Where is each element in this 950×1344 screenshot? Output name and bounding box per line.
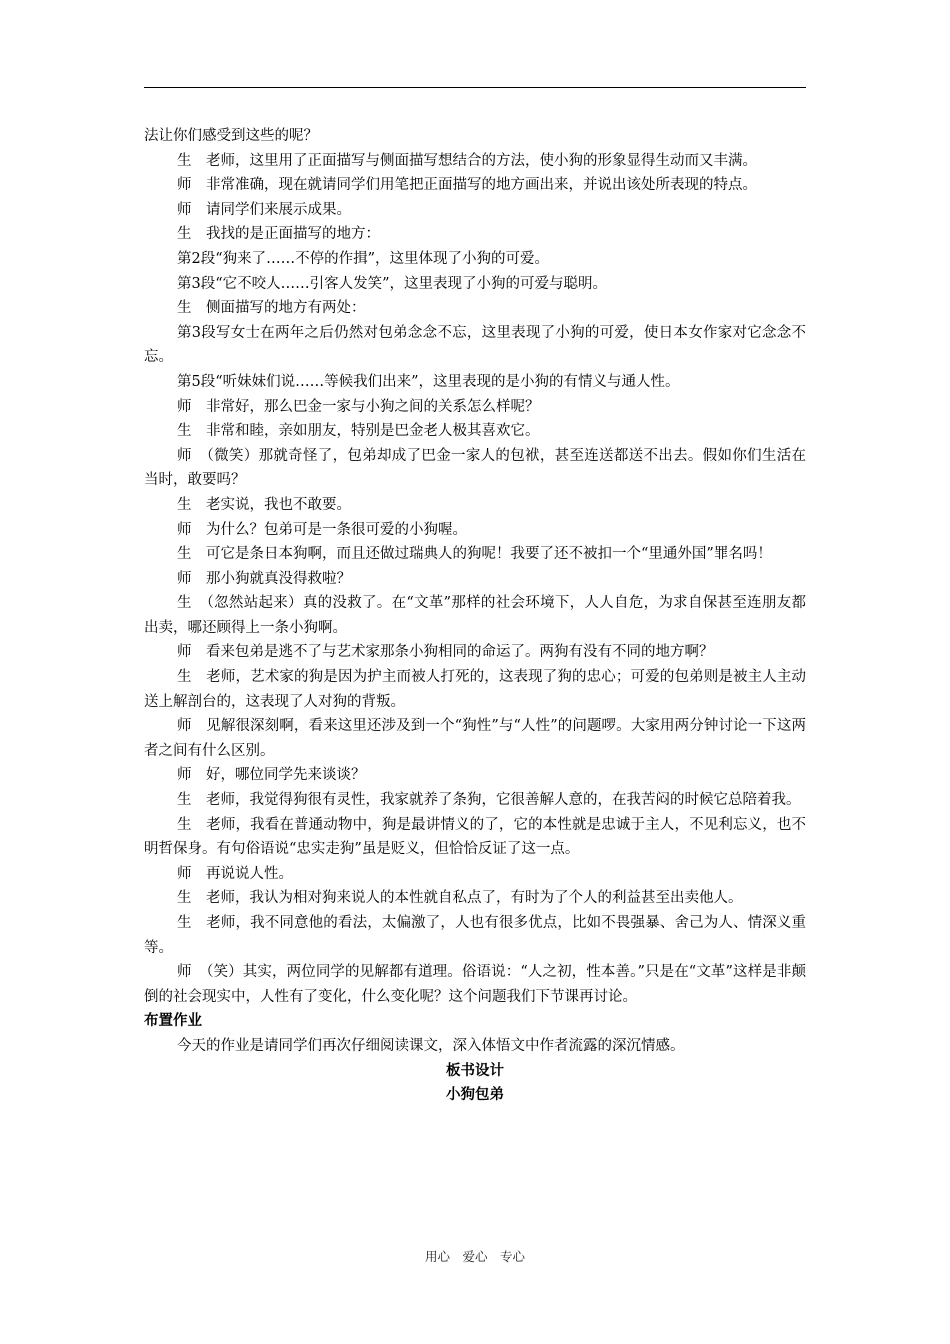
paragraph: 师 非常准确，现在就请同学们用笔把正面描写的地方画出来，并说出该处所表现的特点。 xyxy=(177,177,757,194)
paragraph: 生 老实说，我也不敢要。 xyxy=(177,496,351,513)
paragraph: 生 老师，我认为相对狗来说人的本性就自私点了，有时为了个人的利益甚至出卖他人。 xyxy=(177,890,743,907)
paragraph: 生 老师，艺术家的狗是因为护主而被人打死的，这表现了狗的忠心；可爱的包弟则是被主人主动送上解剖台的，这表现了人对狗的背叛。 xyxy=(144,669,806,710)
homework-heading: 布置作业 xyxy=(144,1013,202,1030)
paragraph: 生 我找的是正面描写的地方： xyxy=(177,226,380,243)
paragraph: 师 看来包弟是逃不了与艺术家那条小狗相同的命运了。两狗有没有不同的地方啊？ xyxy=(177,644,714,661)
dialogue-paragraphs xyxy=(144,124,806,1009)
paragraph: 第5段“听妹妹们说……等候我们出来”，这里表现的是小狗的有情义与通人性。 xyxy=(177,373,680,390)
page-footer: 用心 爱心 专心 xyxy=(424,1249,525,1264)
paragraph: 第3段“它不咬人……引客人发笑”，这里表现了小狗的可爱与聪明。 xyxy=(177,275,608,292)
paragraph: 生 可它是条日本狗啊，而且还做过瑞典人的狗呢！我要了还不被扣一个“里通外国”罪名吗！ xyxy=(177,546,772,563)
paragraph: 生 非常和睦，亲如朋友，特别是巴金老人极其喜欢它。 xyxy=(177,423,540,440)
paragraph: 师 再说说人性。 xyxy=(177,865,293,882)
header-rule xyxy=(144,87,806,88)
paragraph: 生 老师，我觉得狗很有灵性，我家就养了条狗，它很善解人意的，在我苦闷的时候它总陪着我。 xyxy=(177,792,801,809)
paragraph: 师 好，哪位同学先来谈谈？ xyxy=(177,767,366,784)
paragraph: 生 老师，我看在普通动物中，狗是最讲情义的了，它的本性就是忠诚于主人，不见利忘义，也不明哲保身。有句俗语说“忠实走狗”虽是贬义，但恰恰反证了这一点。 xyxy=(144,816,806,858)
paragraph: 师 请同学们来展示成果。 xyxy=(177,201,351,218)
paragraph: 师 非常好，那么巴金一家与小狗之间的关系怎么样呢？ xyxy=(177,398,540,415)
paragraph: 生 （忽然站起来）真的没救了。在“文革”那样的社会环境下，人人自危，为求自保甚至连朋友都出卖，哪还顾得上一条小狗啊。 xyxy=(144,595,806,636)
document-body xyxy=(144,124,806,1108)
paragraph: 生 老师，我不同意他的看法，太偏激了，人也有很多优点，比如不畏强暴、舍己为人、情深义重等。 xyxy=(144,915,806,956)
paragraph: 第2段“狗来了……不停的作揖”，这里体现了小狗的可爱。 xyxy=(177,250,550,267)
paragraph: 师 （微笑）那就奇怪了，包弟却成了巴金一家人的包袱，甚至连送都送不出去。假如你们生活在当时，敢要吗？ xyxy=(144,447,806,489)
board-subtitle: 小狗包弟 xyxy=(446,1087,504,1104)
paragraph: 师 为什么？包弟可是一条很可爱的小狗喔。 xyxy=(177,521,467,538)
paragraph: 生 侧面描写的地方有两处： xyxy=(177,300,366,317)
paragraph: 师 那小狗就真没得救啦？ xyxy=(177,570,351,587)
paragraph: 法让你们感受到这些的呢？ xyxy=(144,128,318,144)
paragraph: 第3段写女士在两年之后仍然对包弟念念不忘，这里表现了小狗的可爱，使日本女作家对它念念不忘。 xyxy=(144,324,806,366)
paragraph: 师 见解很深刻啊，看来这里还涉及到一个“狗性”与“人性”的问题啰。大家用两分钟讨论一下这两者之间有什么区别。 xyxy=(144,718,806,759)
board-title: 板书设计 xyxy=(446,1062,504,1079)
paragraph: 生 老师，这里用了正面描写与侧面描写想结合的方法，使小狗的形象显得生动而又丰满。 xyxy=(177,152,757,169)
homework-text: 今天的作业是请同学们再次仔细阅读课文，深入体悟文中作者流露的深沉情感。 xyxy=(177,1037,685,1054)
paragraph: 师 （笑）其实，两位同学的见解都有道理。俗语说：“人之初，性本善。”只是在“文革”这样是非颠倒的社会现实中，人性有了变化，什么变化呢？这个问题我们下节课再讨论。 xyxy=(144,964,806,1005)
